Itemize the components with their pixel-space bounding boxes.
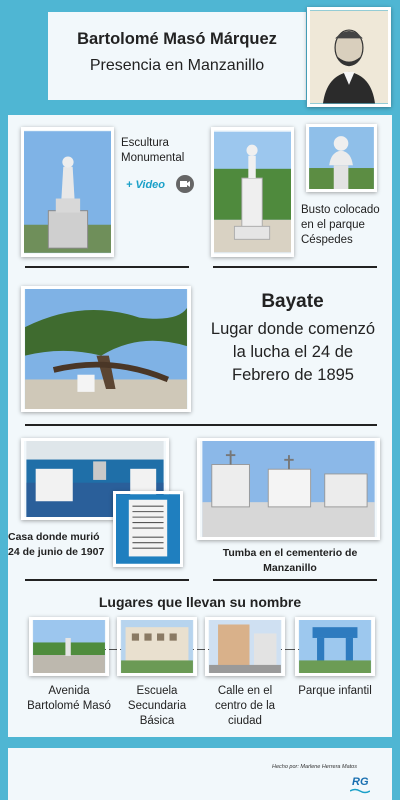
- place-label: Avenida Bartolomé Masó: [27, 685, 111, 712]
- credit-text: Hecho por: Marlene Herrera Matos: [272, 764, 357, 770]
- sculpture-label: Escultura Monumental: [121, 137, 185, 164]
- house-label: Casa donde murió 24 de junio de 1907: [8, 531, 105, 558]
- bayate-description: Lugar donde comenzó la lucha el 24 de Febrero de 1895: [210, 320, 376, 384]
- plaque-image: [113, 491, 183, 567]
- bust-image: [306, 124, 377, 192]
- logo: RG: [352, 776, 369, 788]
- place-park-image: [295, 617, 375, 676]
- logo-wave-icon: [350, 788, 370, 794]
- divider: [25, 424, 377, 426]
- place-street-image: [205, 617, 285, 676]
- video-link[interactable]: + Video: [126, 179, 166, 191]
- tomb-label: Tumba en el cementerio de Manzanillo: [222, 547, 358, 574]
- divider: [213, 266, 377, 268]
- place-label: Parque infantil: [298, 685, 372, 697]
- place-label: Calle en el centro de la ciudad: [214, 685, 276, 727]
- place-avenue-image: [29, 617, 109, 676]
- divider: [213, 579, 377, 581]
- divider: [25, 579, 189, 581]
- bayate-title: Bayate: [261, 291, 324, 312]
- portrait-image: [307, 7, 391, 107]
- park-image: [211, 127, 294, 257]
- places-heading: Lugares que llevan su nombre: [98, 594, 302, 610]
- place-school-image: [117, 617, 197, 676]
- bust-label: Busto colocado en el parque Céspedes: [301, 204, 380, 246]
- divider: [25, 266, 189, 268]
- place-label: Escuela Secundaria Básica: [127, 685, 187, 727]
- page-subtitle: Presencia en Manzanillo: [89, 57, 265, 74]
- video-camera-icon[interactable]: [176, 175, 194, 193]
- tomb-image: [197, 438, 380, 540]
- bayate-image: [21, 286, 191, 412]
- footer-panel: [8, 748, 392, 800]
- header-panel: [48, 12, 306, 100]
- page-title: Bartolomé Masó Márquez: [77, 30, 277, 48]
- sculpture-image: [21, 127, 114, 257]
